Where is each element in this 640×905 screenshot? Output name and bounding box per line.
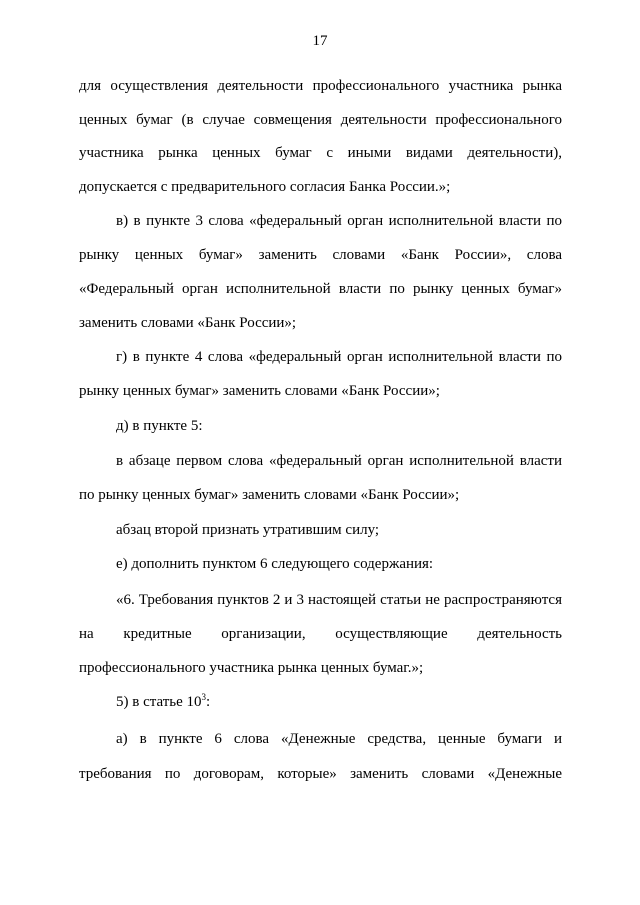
- text-line: ценных бумаг (в случае совмещения деятельности профессионального: [79, 112, 562, 128]
- text-line: «6. Требования пунктов 2 и 3 настоящей статьи не распространяются: [116, 592, 562, 608]
- text-line: рынку ценных бумаг» заменить словами «Банк России», слова: [79, 247, 562, 263]
- article-reference: [116, 692, 562, 712]
- text-line: 5) в статье 10: [116, 694, 202, 710]
- text-line: д) в пункте 5:: [116, 418, 203, 434]
- text-line: профессионального участника рынка ценных бумаг.»;: [79, 660, 424, 676]
- colon: :: [206, 694, 211, 710]
- text-line: заменить словами «Банк России»;: [79, 315, 297, 331]
- text-line: е) дополнить пунктом 6 следующего содержания:: [116, 556, 434, 572]
- text-line: в) в пункте 3 слова «федеральный орган исполнительной власти по: [116, 213, 562, 229]
- text-line: требования по договорам, которые» заменить словами «Денежные: [79, 766, 562, 782]
- text-line: в абзаце первом слова «федеральный орган исполнительной власти: [116, 453, 562, 469]
- text-line: по рынку ценных бумаг» заменить словами «Банк России»;: [79, 487, 460, 503]
- text-line: абзац второй признать утратившим силу;: [116, 522, 380, 538]
- text-line: «Федеральный орган исполнительной власти по рынку ценных бумаг»: [79, 281, 562, 297]
- text-line: участника рынка ценных бумаг с иными видами деятельности),: [79, 145, 562, 161]
- superscript: 3: [201, 692, 207, 702]
- text-line: на кредитные организации, осуществляющие деятельность: [79, 626, 562, 642]
- text-line: для осуществления деятельности профессионального участника рынка: [79, 78, 562, 94]
- text-line: рынку ценных бумаг» заменить словами «Банк России»;: [79, 383, 440, 399]
- text-line: г) в пункте 4 слова «федеральный орган исполнительной власти по: [116, 349, 562, 365]
- page-number: 17: [312, 33, 328, 49]
- text-line: а) в пункте 6 слова «Денежные средства, ценные бумаги и: [116, 731, 562, 747]
- text-line: допускается с предварительного согласия Банка России.»;: [79, 179, 451, 195]
